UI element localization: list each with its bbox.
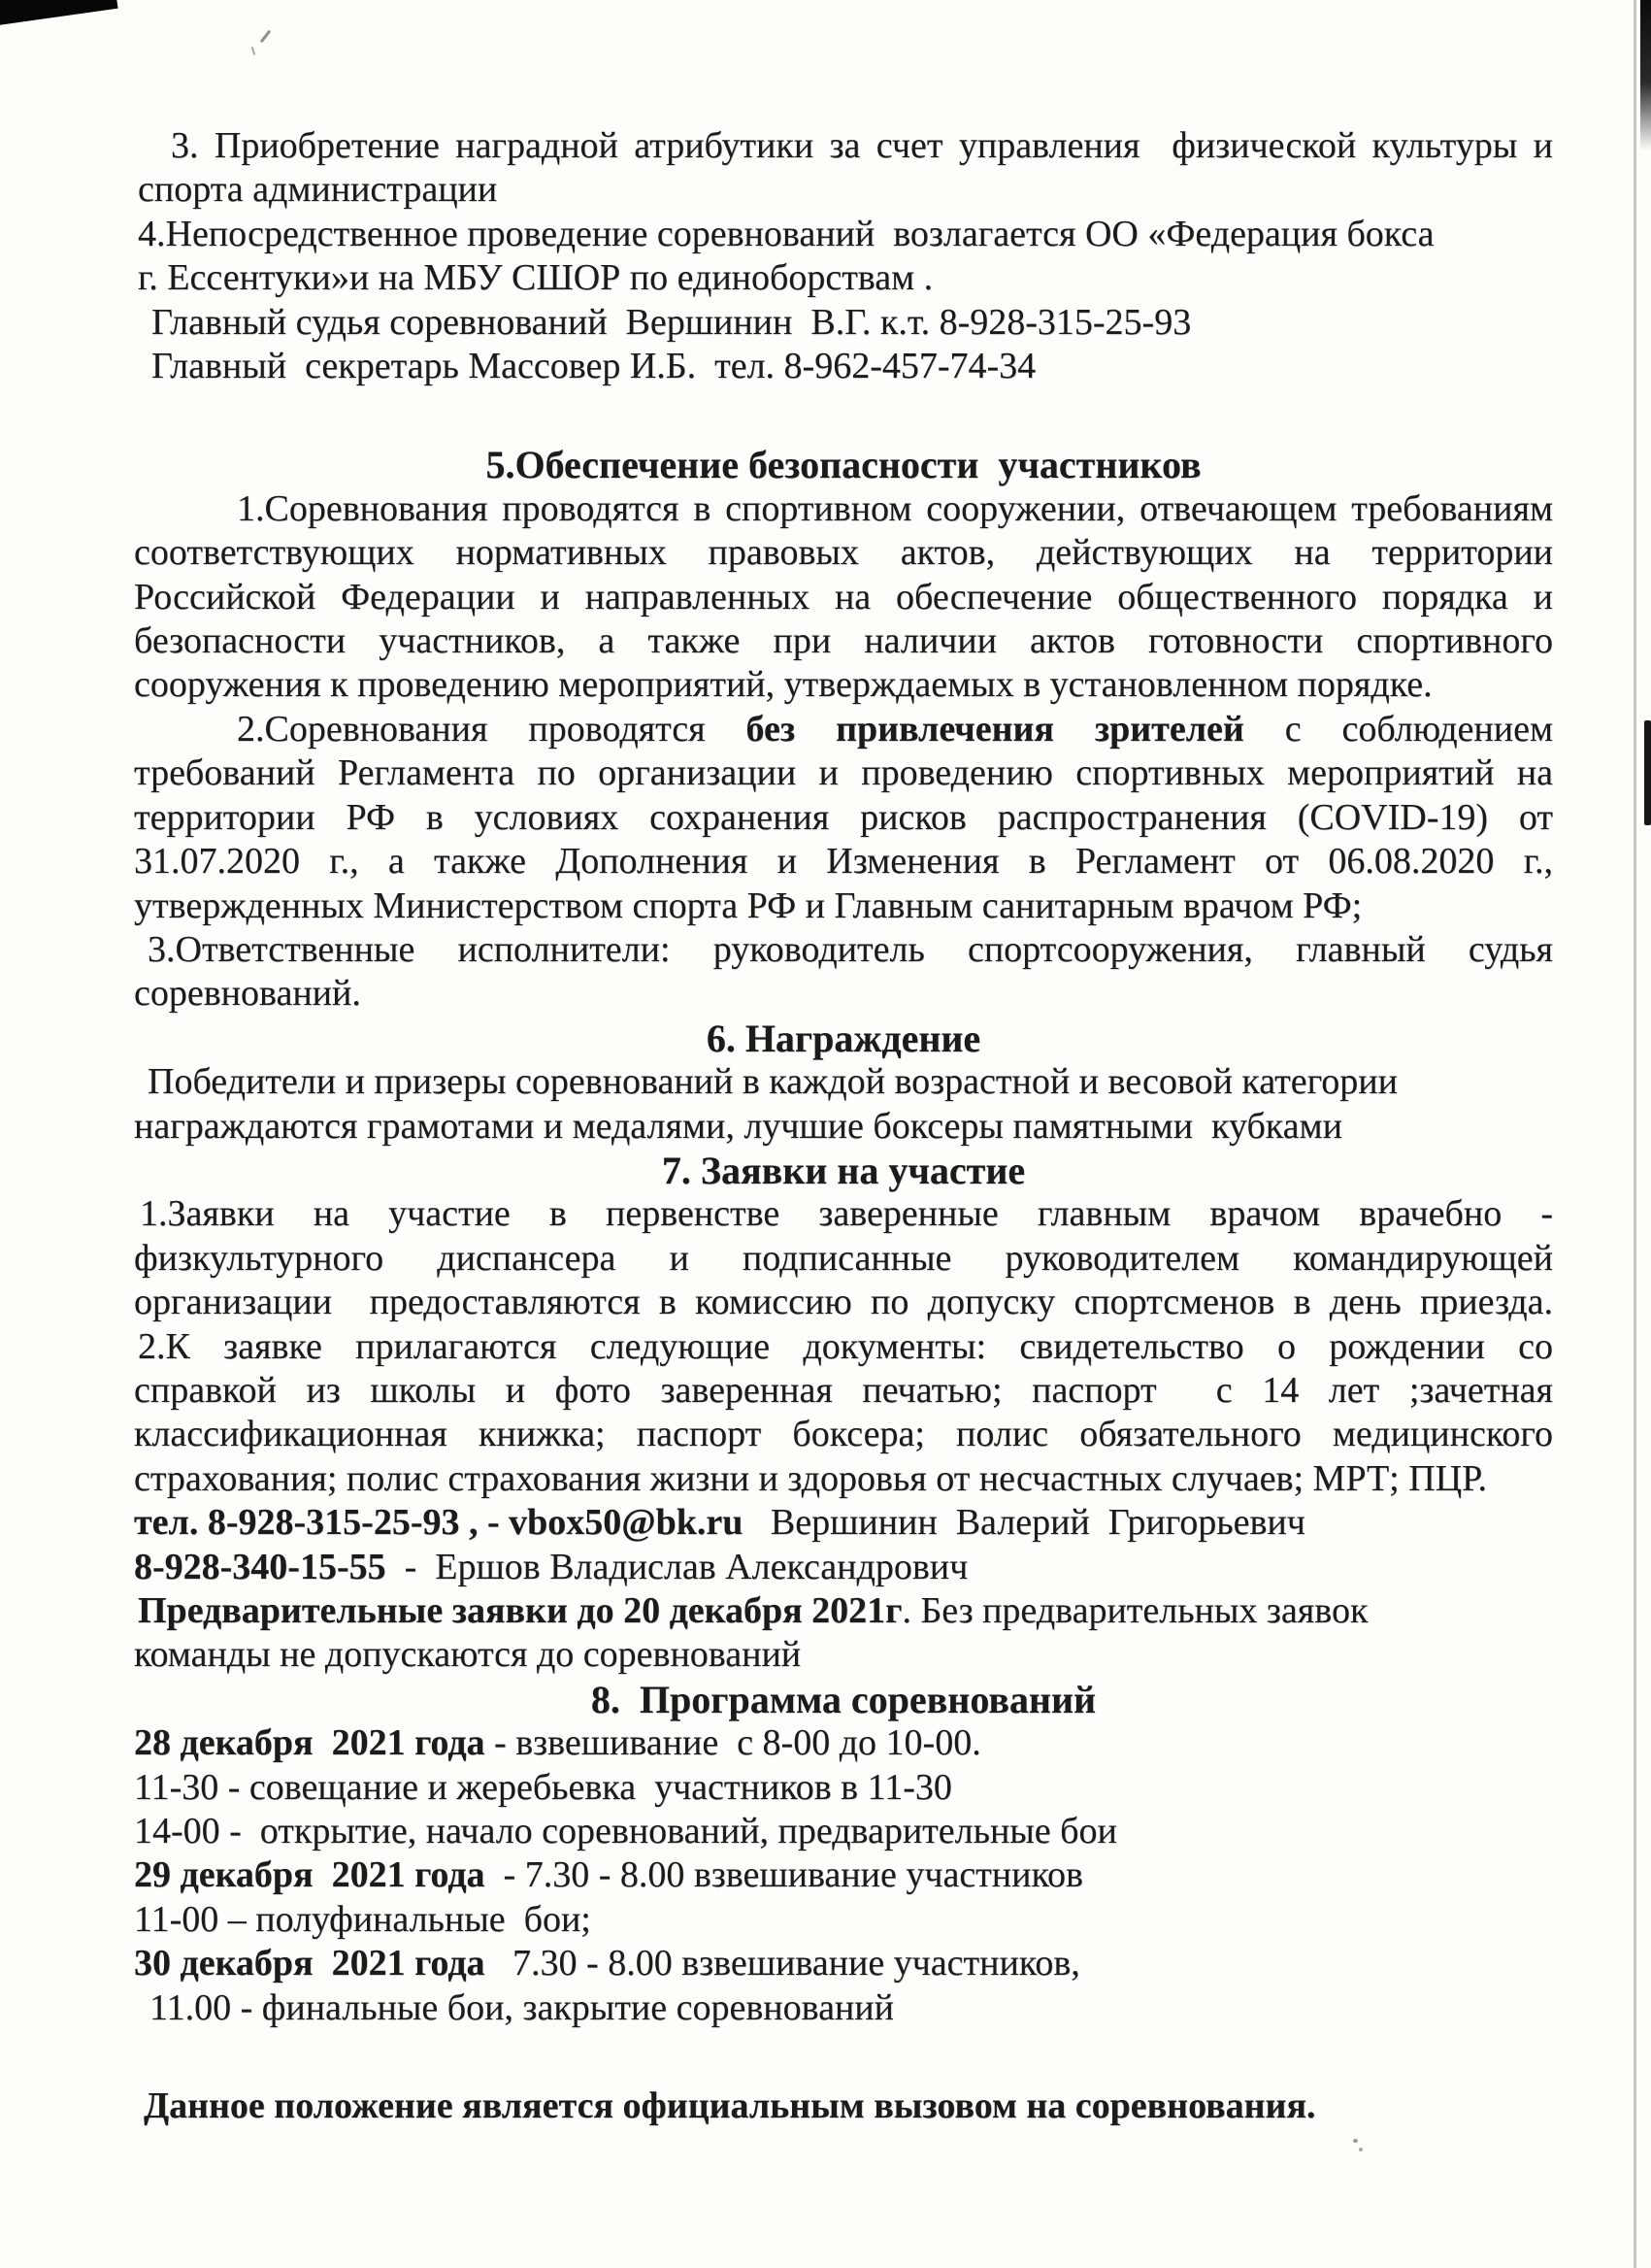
text-segment: 11-30 - совещание и жеребьевка участников в 11-30	[134, 1766, 952, 1808]
text-segment: 1.Соревнования проводятся в спортивном сооружении, отвечающем требованиям	[237, 487, 1553, 529]
scan-artifact-top-right-shadow	[1640, 0, 1651, 150]
text-line	[134, 928, 1553, 972]
text-line	[134, 2085, 1553, 2128]
text-segment: Главный секретарь Массовер И.Б. тел. 8-962-457-74-34	[151, 346, 1037, 387]
scan-artifact-pencil-mark	[260, 30, 272, 44]
text-line	[134, 345, 1553, 388]
text-segment: сооружения к проведению мероприятий, утверждаемых в установленном порядке.	[134, 664, 1433, 706]
text-segment: справкой из школы и фото заверенная печатью; паспорт с 14 лет ;зачетная	[134, 1369, 1553, 1411]
text-line	[134, 301, 1553, 345]
blank-line	[134, 388, 1553, 443]
bold-text-segment: 6. Награждение	[706, 1016, 981, 1060]
text-line	[134, 1766, 1553, 1810]
text-segment: 11.00 - финальные бои, закрытие соревнований	[149, 1986, 894, 2028]
text-segment: требований Регламента по организации и проведению спортивных мероприятий на	[134, 752, 1553, 794]
text-segment: организации предоставляются в комиссию по допуску спортсменов в день приезда.	[134, 1282, 1553, 1323]
scan-artifact-speck	[1359, 2148, 1363, 2151]
text-line	[134, 1413, 1553, 1456]
text-line	[134, 884, 1553, 928]
bold-text-segment: 29 декабря 2021 года	[134, 1854, 485, 1896]
text-segment: соответствующих нормативных правовых актов, действующих на территории	[134, 532, 1553, 574]
text-line	[134, 487, 1553, 531]
section-heading	[134, 1678, 1553, 1721]
scan-artifact-speck	[1353, 2139, 1358, 2143]
text-line	[134, 1986, 1553, 2030]
text-line	[134, 796, 1553, 840]
text-line	[134, 1721, 1553, 1765]
text-line	[134, 1633, 1553, 1677]
text-segment: утвержденных Министерством спорта РФ и Главным санитарным врачом РФ;	[134, 884, 1363, 926]
text-line	[134, 256, 1553, 300]
text-line	[134, 751, 1553, 795]
text-line	[134, 1105, 1553, 1149]
text-line	[134, 1501, 1553, 1545]
text-line	[134, 213, 1553, 256]
text-segment: страхования; полис страхования жизни и здоровья от несчастных случаев; МРТ; ПЦР.	[134, 1457, 1487, 1499]
text-line	[134, 1457, 1553, 1501]
text-line	[134, 1853, 1553, 1897]
text-segment: Российской Федерации и направленных на обеспечение общественного порядка и	[134, 576, 1553, 617]
text-segment: спорта администрации	[138, 169, 498, 211]
text-segment: - Ершов Владислав Александрович	[385, 1546, 969, 1587]
bold-text-segment: без привлечения зрителей	[745, 708, 1244, 750]
bold-text-segment: тел. 8-928-315-25-93 , - vbox50@bk.ru	[134, 1502, 743, 1544]
blank-line	[134, 2030, 1553, 2085]
section-heading	[134, 443, 1553, 486]
text-segment: 7.30 - 8.00 взвешивание участников,	[484, 1943, 1080, 1984]
text-segment: 4.Непосредственное проведение соревнований возлагается ОО «Федерация бокса	[138, 213, 1435, 254]
text-line	[134, 1898, 1553, 1942]
text-line	[134, 1192, 1553, 1236]
document-body	[134, 124, 1553, 2128]
text-segment: 1.Заявки на участие в первенстве заверенные главным врачом врачебно -	[140, 1193, 1553, 1235]
text-line	[134, 531, 1553, 575]
text-line	[134, 663, 1553, 707]
bold-text-segment: 8. Программа соревнований	[590, 1677, 1097, 1721]
bold-text-segment: 8-928-340-15-55	[134, 1546, 386, 1587]
bold-text-segment: Данное положение является официальным вызовом на соревнования.	[144, 2085, 1316, 2127]
text-segment: 14-00 - открытие, начало соревнований, предварительные бои	[134, 1811, 1117, 1852]
text-segment: Победители и призеры соревнований в каждой возрастной и весовой категории	[148, 1061, 1398, 1103]
text-line	[134, 1237, 1553, 1281]
text-line	[134, 840, 1553, 884]
text-line	[134, 1589, 1553, 1633]
bold-text-segment: 28 декабря 2021 года	[134, 1722, 485, 1764]
section-heading	[134, 1017, 1553, 1060]
bold-text-segment: 5.Обеспечение безопасности участников	[485, 443, 1202, 487]
text-line	[134, 972, 1553, 1016]
text-line	[134, 1281, 1553, 1324]
text-segment: Главный судья соревнований Вершинин В.Г. к.т. 8-928-315-25-93	[151, 301, 1192, 343]
text-segment: физкультурного диспансера и подписанные руководителем командирующей	[134, 1237, 1553, 1279]
scan-artifact-pencil-mark	[251, 47, 256, 55]
text-line	[134, 1325, 1553, 1369]
text-line	[134, 576, 1553, 619]
text-segment: соревнований.	[134, 973, 361, 1015]
text-line	[134, 1060, 1553, 1104]
text-line	[134, 124, 1553, 168]
scan-artifact-top-left-corner	[0, 0, 118, 26]
text-segment: Вершинин Валерий Григорьевич	[743, 1502, 1305, 1544]
text-segment: г. Ессентуки»и на МБУ СШОР по единоборствам .	[138, 257, 934, 299]
text-segment: . Без предварительных заявок	[902, 1590, 1369, 1631]
text-segment: классификационная книжка; паспорт боксера; полис обязательного медицинского	[134, 1414, 1553, 1455]
text-segment: - взвешивание с 8-00 до 10-00.	[484, 1722, 981, 1764]
text-segment: 11-00 – полуфинальные бои;	[134, 1898, 591, 1940]
scan-artifact-right-edge-dash	[1644, 720, 1651, 825]
bold-text-segment: Предварительные заявки до 20 декабря 2021г	[138, 1590, 903, 1631]
text-line	[134, 619, 1553, 663]
bold-text-segment: 30 декабря 2021 года	[134, 1943, 485, 1984]
text-line	[134, 1369, 1553, 1413]
text-line	[134, 1942, 1553, 1985]
bold-text-segment: 7. Заявки на участие	[661, 1148, 1026, 1192]
text-segment: 2.Соревнования проводятся	[237, 708, 746, 750]
text-segment: 3.Ответственные исполнители: руководитель спортсооружения, главный судья	[148, 928, 1553, 970]
text-line	[134, 1546, 1553, 1589]
text-segment: команды не допускаются до соревнований	[134, 1634, 802, 1676]
text-segment: - 7.30 - 8.00 взвешивание участников	[484, 1854, 1083, 1896]
text-segment: 2.К заявке прилагаются следующие документы: свидетельство о рождении со	[138, 1325, 1553, 1367]
text-segment: с соблюдением	[1243, 708, 1554, 750]
text-segment: территории РФ в условиях сохранения рисков распространения (COVID-19) от	[134, 796, 1553, 838]
text-segment: 31.07.2020 г., а также Дополнения и Изменения в Регламент от 06.08.2020 г.,	[134, 841, 1553, 883]
scan-artifact-right-edge-line	[1634, 0, 1636, 2268]
text-segment: безопасности участников, а также при наличии актов готовности спортивного	[134, 620, 1553, 662]
text-line	[134, 168, 1553, 212]
text-segment: 3. Приобретение наградной атрибутики за счет управления физической культуры и	[171, 125, 1553, 166]
text-line	[134, 1810, 1553, 1853]
text-line	[134, 708, 1553, 751]
section-heading	[134, 1149, 1553, 1192]
text-segment: награждаются грамотами и медалями, лучшие боксеры памятными кубками	[134, 1105, 1342, 1147]
